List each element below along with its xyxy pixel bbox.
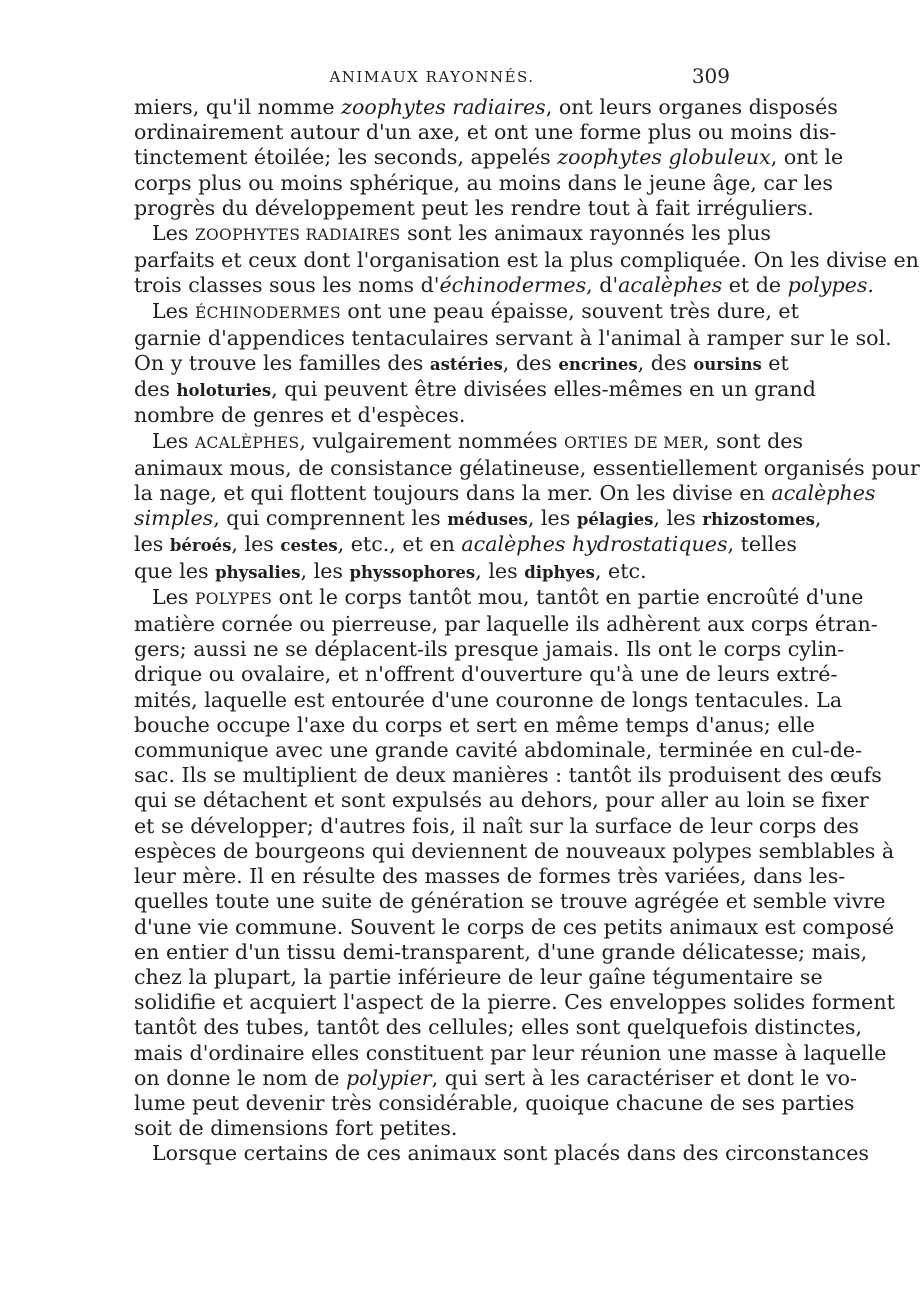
text-line [134, 990, 895, 1015]
page-number: 309 [691, 64, 730, 88]
italic-text: polypes. [787, 273, 874, 298]
text-run: On y trouve les familles des [134, 351, 430, 376]
text-run: chez la plupart, la partie inférieure de leur gaîne tégumentaire se [134, 964, 823, 989]
text-line [134, 813, 859, 839]
text-line [134, 145, 844, 170]
small-caps-text: ÉCHINODERMES [194, 303, 341, 322]
bold-text: pélagies [576, 510, 654, 530]
text-run: on donne le nom de [134, 1065, 347, 1090]
text-run: , qui sert à les caractériser et dont le vo- [431, 1065, 857, 1090]
text-run: , les [475, 558, 525, 583]
text-line [134, 738, 863, 763]
bold-text: diphyes [524, 562, 595, 582]
text-run: drique ou ovalaire, et n'offrent d'ouverture qu'à une de leurs extré- [134, 662, 838, 687]
text-line [134, 612, 878, 637]
text-line [134, 95, 838, 120]
text-run: et se développer; d'autres fois, il naît sur la surface de leur corps des [134, 813, 859, 838]
text-run: , qui comprennent les [213, 506, 448, 531]
text-run: progrès du développement peut les rendre tout à fait irréguliers. [134, 195, 814, 220]
bold-text: oursins [693, 355, 762, 375]
text-line [134, 195, 814, 221]
text-line [134, 889, 886, 914]
text-run: Lorsque certains de ces animaux sont placés dans des circonstances [152, 1141, 869, 1166]
text-run: sont les animaux rayonnés les plus [400, 221, 771, 246]
text-run: soit de dimensions fort petites. [134, 1116, 458, 1141]
text-line [134, 325, 892, 351]
text-run: ont une peau épaisse, souvent très dure, et [340, 298, 799, 323]
text-run: tinctement étoilée; les seconds, appelés [134, 145, 558, 170]
text-line [134, 221, 771, 248]
text-run: la nage, et qui flottent toujours dans la mer. On les divise en [134, 481, 772, 506]
text-run: les [134, 532, 170, 557]
text-line [134, 1141, 869, 1166]
small-caps-text: ZOOPHYTES RADIAIRES [194, 226, 401, 245]
text-run: tantôt des tubes, tantôt des cellules; elles sont quelquefois distinctes, [134, 1015, 863, 1040]
text-run: communique avec une grande cavité abdominale, terminée en cul-de- [134, 738, 863, 763]
bold-text: encrines [558, 355, 638, 375]
text-line [134, 788, 869, 813]
text-line [134, 1116, 730, 1141]
text-line [134, 1040, 887, 1066]
text-line [134, 838, 895, 864]
text-run: ont le corps tantôt mou, tantôt en partie encroûté d'une [272, 584, 864, 609]
text-run: , sont des [702, 428, 804, 453]
text-line [134, 712, 815, 738]
text-run: ordinairement autour d'un axe, et ont une forme plus ou moins dis- [134, 120, 837, 145]
text-run: qui se détachent et sont expulsés au dehors, pour aller au loin se fixer [134, 788, 869, 813]
text-line [134, 428, 804, 456]
bold-text: physalies [215, 562, 301, 582]
bold-text: béroés [169, 536, 232, 556]
text-line [134, 377, 816, 403]
text-run: et de [722, 273, 788, 298]
text-run: , les [300, 558, 350, 583]
text-run: , ont le [770, 145, 844, 170]
text-run: d'une vie commune. Souvent le corps de ces petits animaux est composé [134, 914, 895, 939]
text-line [134, 248, 919, 273]
text-run: lume peut devenir très considérable, quoique chacune de ses parties [134, 1090, 855, 1115]
small-caps-text: ACALÈPHES [194, 433, 300, 452]
text-run: , qui peuvent être divisées elles-mêmes en un grand [271, 377, 816, 402]
text-line [134, 939, 868, 965]
bold-text: rhizostomes [702, 510, 815, 530]
text-line [134, 403, 730, 428]
text-run: leur mère. Il en résulte des masses de formes très variées, dans les- [134, 864, 846, 889]
text-run: corps plus ou moins sphérique, au moins dans le jeune âge, car les [134, 170, 833, 195]
text-line [134, 170, 833, 196]
text-run: garnie d'appendices tentaculaires servant à l'animal à ramper sur le sol. [134, 325, 892, 350]
bold-text: cestes [280, 536, 338, 556]
text-run: sac. Ils se multiplient de deux manières : tantôt ils produisent des œufs [134, 763, 882, 788]
text-run: , les [231, 532, 281, 557]
text-run: animaux mous, de consistance gélatineuse, essentiellement organisés pour [134, 455, 920, 480]
text-run: , telles [727, 532, 797, 557]
text-run: nombre de genres et d'espèces. [134, 403, 466, 428]
italic-text: zoophytes globuleux [557, 145, 771, 170]
text-run: espèces de bourgeons qui deviennent de nouveaux polypes semblables à [134, 838, 895, 863]
italic-text: zoophytes radiaires [341, 95, 546, 119]
text-run: bouche occupe l'axe du corps et sert en même temps d'anus; elle [134, 712, 815, 737]
italic-text: acalèphes [618, 273, 723, 298]
text-run: , vulgairement nommées [299, 428, 565, 453]
text-line [134, 455, 920, 481]
text-run: , ont leurs organes disposés [545, 95, 838, 119]
text-run: mais d'ordinaire elles constituent par leur réunion une masse à laquelle [134, 1040, 887, 1065]
text-run: Les [152, 221, 195, 246]
text-run: , les [527, 506, 577, 531]
text-run: , des [637, 351, 694, 376]
text-line [134, 964, 823, 990]
bold-text: holoturies [176, 381, 272, 401]
text-run: en entier d'un tissu demi-transparent, d'une grande délicatesse; mais, [134, 939, 868, 964]
italic-text: simples [134, 506, 214, 531]
italic-text: acalèphes [771, 481, 876, 506]
italic-text: échinodermes [439, 273, 587, 298]
text-line [134, 481, 876, 506]
body-text [134, 95, 920, 1167]
text-line [134, 298, 799, 326]
text-line [134, 506, 822, 532]
text-run: quelles toute une suite de génération se trouve agrégée et semble vivre [134, 889, 886, 914]
text-run: , d' [586, 273, 619, 298]
text-run: Les [152, 298, 195, 323]
text-line [134, 1090, 855, 1116]
running-title: ANIMAUX RAYONNÉS. [329, 68, 535, 86]
bold-text: physsophores [349, 562, 476, 582]
text-line [134, 914, 895, 940]
text-run: Les [152, 428, 195, 453]
text-run: que les [134, 558, 216, 583]
text-line [134, 532, 797, 558]
italic-text: acalèphes hydrostatiques [461, 532, 728, 557]
text-run: mités, laquelle est entourée d'une couronne de longs tentacules. La [134, 687, 843, 712]
bold-text: astéries [429, 355, 503, 375]
text-run: , des [502, 351, 559, 376]
text-run: , les [653, 506, 703, 531]
text-line [134, 351, 789, 377]
small-caps-text: ORTIES DE MER [564, 433, 703, 452]
text-line [134, 273, 874, 298]
text-line [134, 120, 837, 145]
page-header [134, 64, 730, 90]
text-line [134, 662, 838, 687]
small-caps-text: POLYPES [194, 589, 273, 608]
text-line [134, 584, 864, 612]
text-run: matière cornée ou pierreuse, par laquelle ils adhèrent aux corps étran- [134, 612, 878, 637]
text-run: des [134, 377, 177, 402]
text-run: , [814, 506, 822, 531]
text-line [134, 1015, 863, 1040]
text-line [134, 1065, 857, 1091]
text-line [134, 687, 843, 713]
text-line [134, 559, 730, 585]
text-run: Les [152, 584, 195, 609]
italic-text: polypier [346, 1065, 432, 1090]
text-run: solidifie et acquiert l'aspect de la pierre. Ces enveloppes solides forment [134, 990, 895, 1015]
text-run: et [761, 351, 789, 376]
text-line [134, 637, 845, 662]
bold-text: méduses [447, 510, 528, 530]
text-line [134, 763, 882, 788]
text-run: miers, qu'il nomme [134, 95, 342, 119]
text-line [134, 864, 846, 889]
text-run: gers; aussi ne se déplacent-ils presque jamais. Ils ont le corps cylin- [134, 637, 845, 662]
text-run: , etc., et en [337, 532, 462, 557]
text-run: trois classes sous les noms d' [134, 273, 440, 298]
text-run: , etc. [594, 558, 647, 583]
text-run: parfaits et ceux dont l'organisation est la plus compliquée. On les divise en [134, 248, 919, 273]
